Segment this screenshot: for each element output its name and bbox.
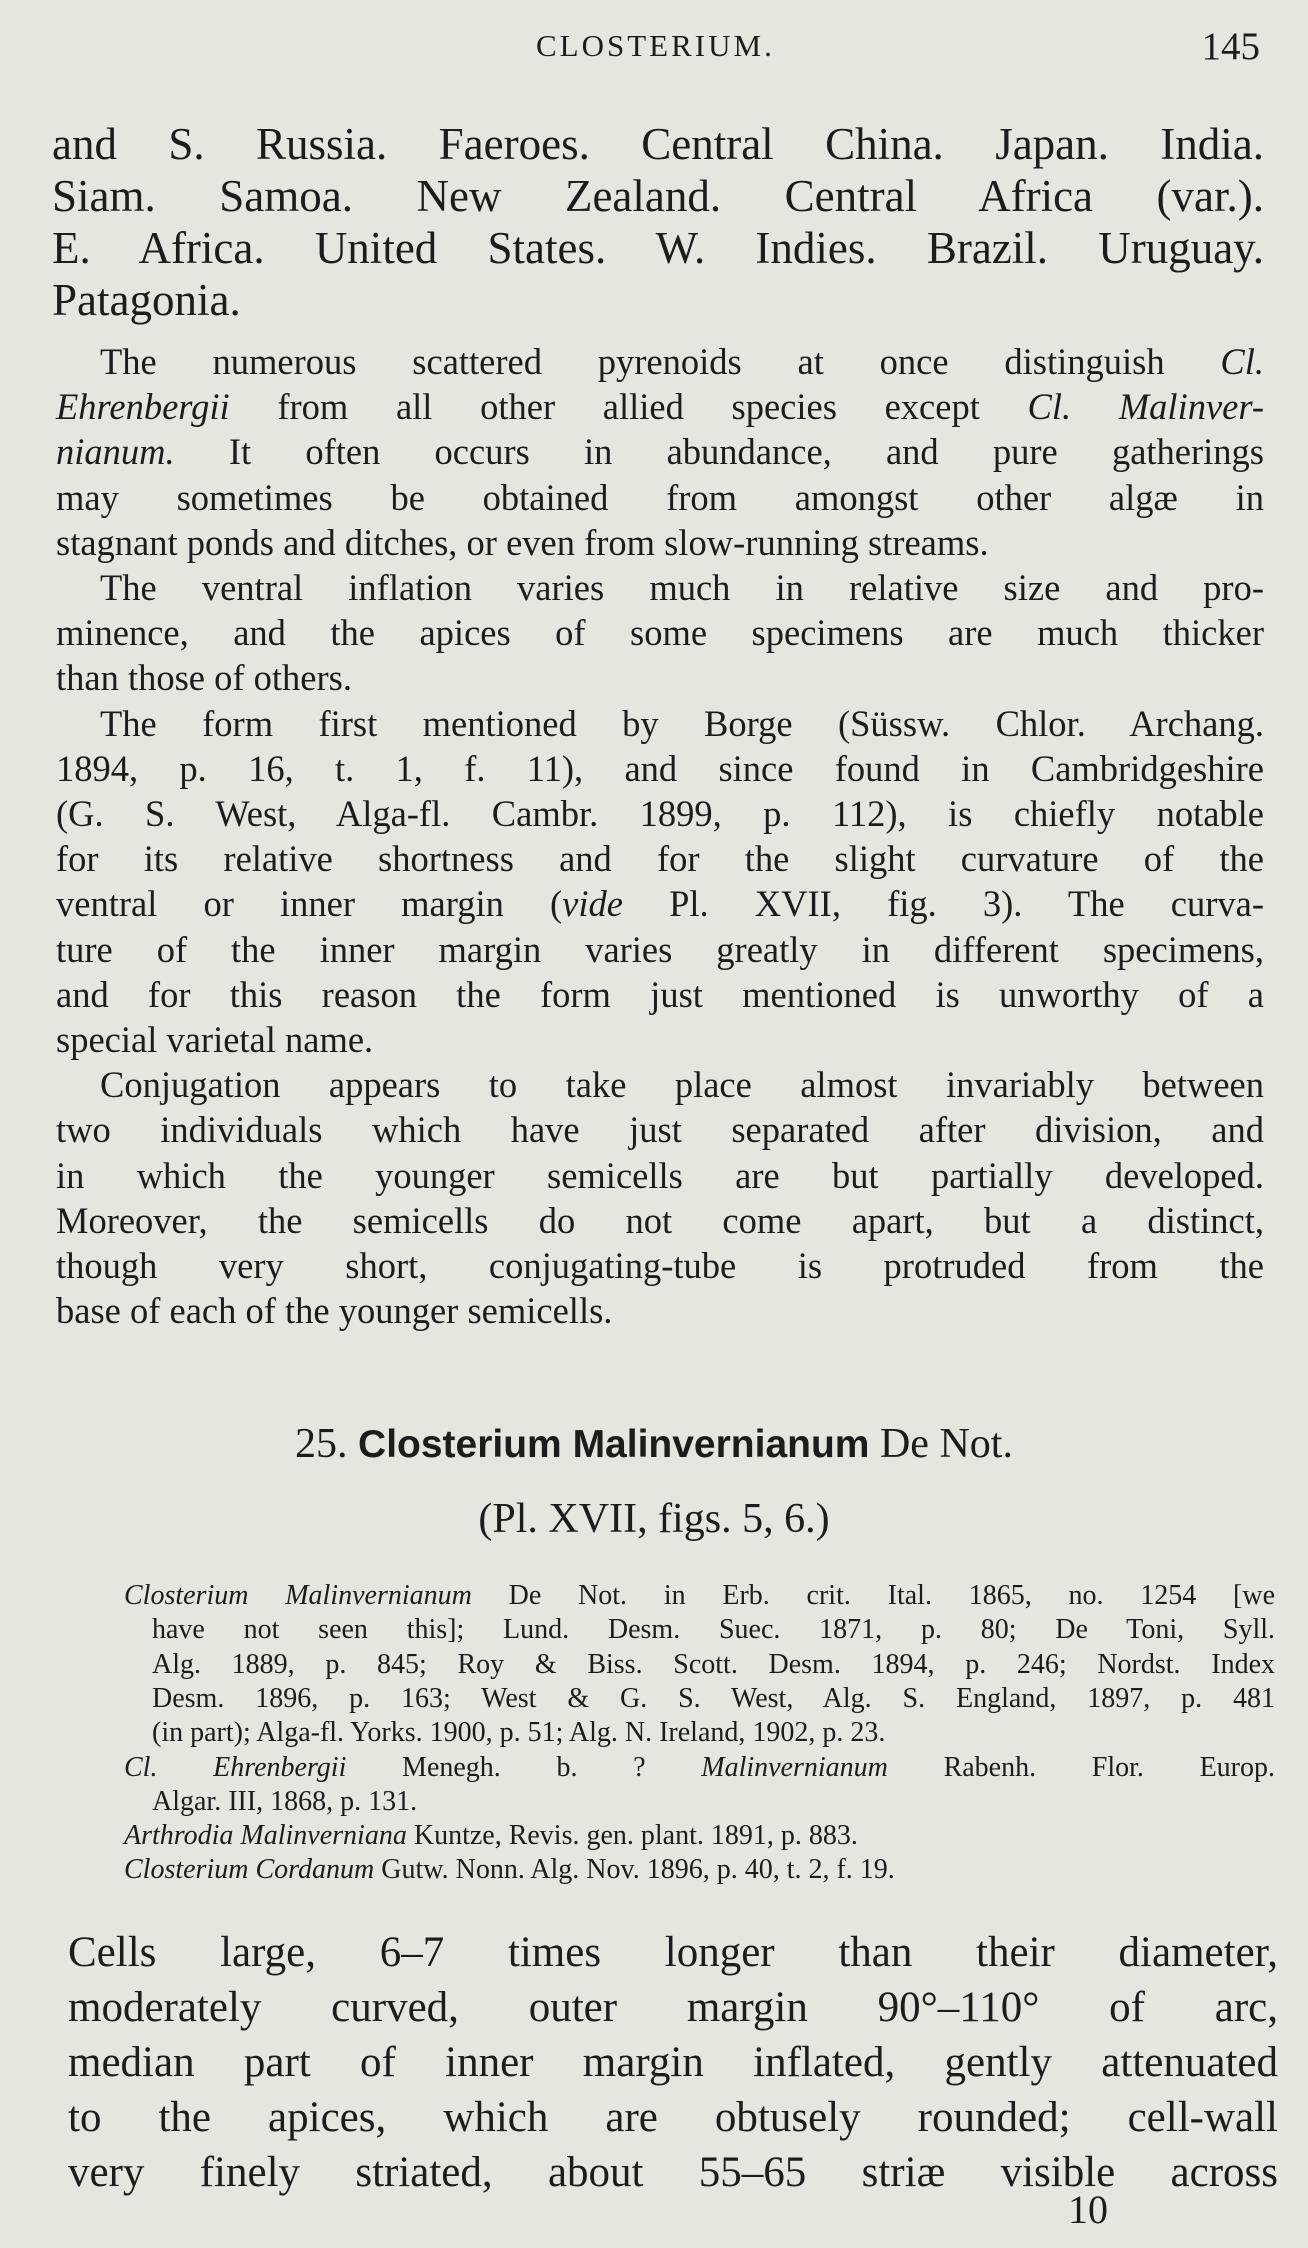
text-line [56,1108,1264,1151]
text-line [56,747,1264,790]
text-segment: stagnant ponds and ditches, or even from slow-running streams. [56,521,989,563]
text-line [100,340,1264,383]
text-segment: Algar. III, 1868, p. 131. [152,1785,418,1817]
text-segment: Rabenh. Flor. Europ. [887,1751,1276,1783]
text-segment: Pl. XVII, fig. 3). The curva- [622,883,1265,925]
text-line [100,566,1264,609]
italic-text: Cl. [1220,341,1264,382]
species-heading [0,1420,1308,1468]
plate-reference: (Pl. XVII, figs. 5, 6.) [478,1496,830,1542]
text-line [124,1820,858,1852]
text-segment: Moreover, the semicells do not come apart, but a distinct, [56,1199,1264,1241]
text-line [56,476,1264,519]
text-line [124,1580,1275,1612]
text-segment: Menegh. b. ? [346,1751,702,1783]
text-line: Siam. Samoa. New Zealand. Central Africa (var.). [52,171,1264,221]
text-segment: De Not. in Erb. crit. Ital. 1865, no. 1254 [we [471,1580,1275,1611]
text-segment: Gutw. Nonn. Alg. Nov. 1896, p. 40, t. 2, f. 19. [374,1854,895,1886]
text-line [124,1854,895,1886]
text-segment: ventral or inner margin ( [56,883,563,925]
text-segment: for its relative shortness and for the slight curvature of the [56,838,1264,880]
text-line [56,1199,1264,1242]
species-authority: De Not. [879,1421,1013,1467]
text-segment: The ventral inflation varies much in relative size and pro- [100,567,1264,608]
text-line [56,521,989,564]
text-line: median part of inner margin inflated, gently attenuated [68,2039,1278,2086]
species-number: 25. [295,1421,348,1467]
italic-text: Malinvernianum [701,1751,888,1783]
text-segment: special varietal name. [56,1019,374,1060]
text-line: Patagonia. [52,275,241,325]
text-line [56,430,1264,473]
text-line [56,1289,612,1332]
text-segment: from all other allied species except [229,386,1028,428]
text-segment: two individuals which have just separated after division, and [56,1109,1264,1151]
italic-text: Cl. Malinver- [1027,386,1264,428]
discussion-paragraphs [56,340,1264,1340]
text-line [56,973,1264,1016]
running-head: CLOSTERIUM. [536,28,775,63]
text-segment: Conjugation appears to take place almost invariably between [100,1064,1264,1106]
synonymy-list [0,1580,1308,1890]
text-line [56,656,352,699]
text-segment: (in part); Alga-fl. Yorks. 1900, p. 51; Alg. N. Ireland, 1902, p. 23. [152,1717,886,1749]
italic-text: Arthrodia Malinverniana [124,1820,407,1852]
text-segment: The form first mentioned by Borge (Süssw. Chlor. Archang. [100,702,1264,744]
italic-text: nianum. [56,431,175,473]
page-number: 145 [1201,25,1260,68]
text-line [56,792,1264,835]
text-segment: It often occurs in abundance, and pure gatherings [174,431,1264,473]
text-line [56,882,1264,925]
text-segment: ture of the inner margin varies greatly in different specimens, [56,928,1264,970]
italic-text: Closterium Cordanum [124,1854,375,1886]
text-segment: base of each of the younger semicells. [56,1290,613,1332]
text-segment: and for this reason the form just mentioned is unworthy of a [56,973,1264,1015]
italic-text: Cl. Ehrenbergii [124,1751,347,1783]
text-segment: may sometimes be obtained from amongst other algæ in [56,476,1264,518]
text-line: to the apices, which are obtusely rounded; cell-wall [68,2094,1278,2141]
italic-text: Closterium Malinvernianum [124,1580,472,1611]
text-segment: Alg. 1889, p. 845; Roy & Biss. Scott. Desm. 1894, p. 246; Nordst. Index [152,1648,1275,1680]
text-segment: Kuntze, Revis. gen. plant. 1891, p. 883. [406,1820,858,1852]
text-line [152,1614,1275,1646]
text-segment: (G. S. West, Alga-fl. Cambr. 1899, p. 112), is chiefly notable [56,793,1264,834]
description-paragraph [68,1928,1278,2196]
text-line [100,1063,1264,1106]
text-segment: The numerous scattered pyrenoids at once distinguish [100,341,1221,382]
text-line [100,702,1264,745]
text-segment: Desm. 1896, p. 163; West & G. S. West, Alg. S. England, 1897, p. 481 [152,1682,1275,1714]
text-segment: though very short, conjugating-tube is protruded from the [56,1245,1264,1286]
text-line: Cells large, 6–7 times longer than their diameter, [68,1929,1278,1976]
text-line [56,611,1264,654]
text-line [152,1717,885,1749]
species-name: Closterium Malinvernianum [358,1423,870,1466]
text-segment: minence, and the apices of some specimens are much thicker [56,612,1264,654]
text-line [56,928,1264,971]
text-line: E. Africa. United States. W. Indies. Brazil. Uruguay. [52,223,1264,273]
italic-text: vide [562,883,623,925]
text-line: moderately curved, outer margin 90°–110° of arc, [68,1984,1278,2031]
text-line [152,1683,1275,1715]
text-line [152,1786,417,1818]
text-line: very finely striated, about 55–65 striæ visible across [68,2149,1278,2196]
text-segment: than those of others. [56,657,352,699]
text-segment: 1894, p. 16, t. 1, f. 11), and since found in Cambridgeshire [56,747,1264,789]
text-line [152,1649,1275,1681]
text-line [56,1154,1264,1197]
italic-text: Ehrenbergii [56,386,230,428]
text-line: and S. Russia. Faeroes. Central China. Japan. India. [52,119,1264,169]
text-line [56,837,1264,880]
text-segment: in which the younger semicells are but partially developed. [56,1154,1264,1196]
text-segment: have not seen this]; Lund. Desm. Suec. 1871, p. 80; De Toni, Syll. [152,1614,1275,1646]
text-line [124,1752,1275,1784]
text-line [56,385,1264,428]
text-line [56,1018,373,1061]
signature-mark: 10 [1068,2187,1108,2232]
text-line [56,1244,1264,1287]
distribution-paragraph [52,118,1264,328]
